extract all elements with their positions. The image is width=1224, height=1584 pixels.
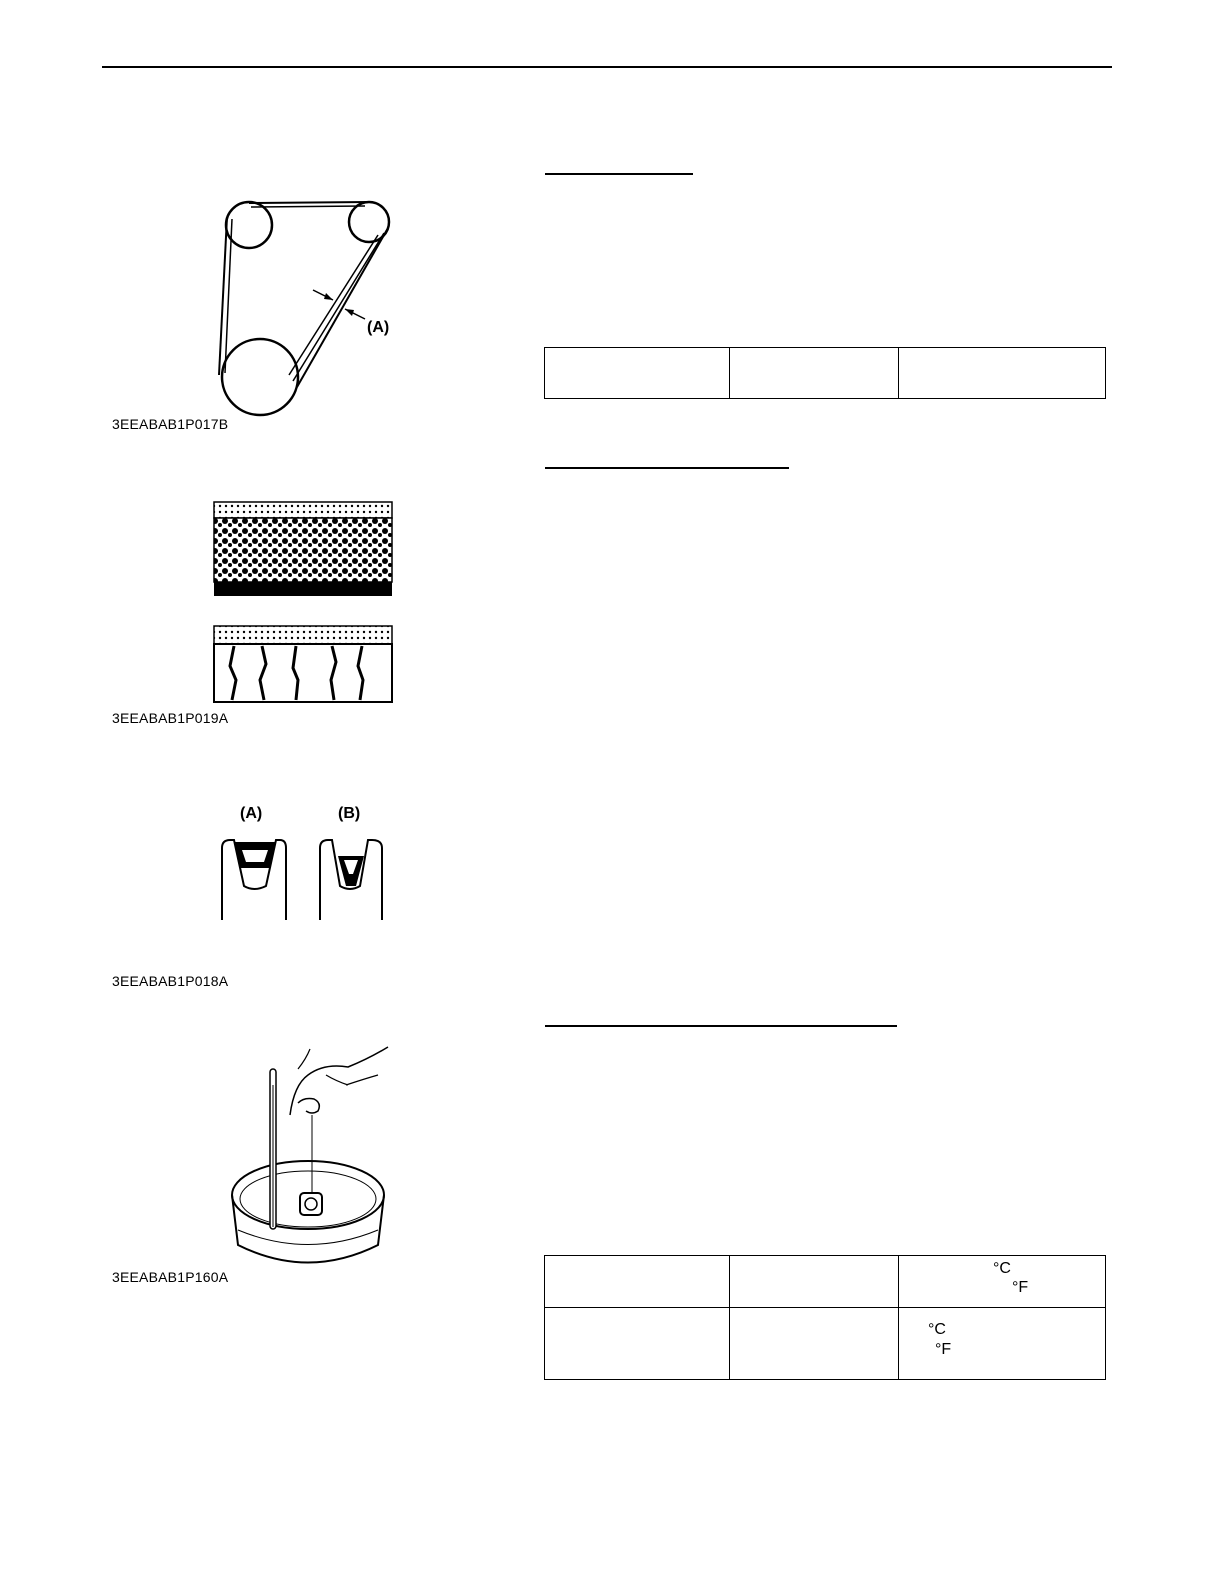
worn-belt-cover [214, 502, 392, 518]
table-cell [545, 1256, 730, 1308]
thermostat-test-figure [228, 1045, 393, 1270]
caption-belt-damage: 3EEABAB1P019A [112, 710, 229, 726]
table-row [545, 348, 1106, 399]
label-a: (A) [367, 319, 390, 336]
cracked-belt-core [214, 644, 392, 702]
unit-celsius: °C [928, 1321, 946, 1338]
spec-table-2 [544, 1255, 1106, 1380]
table-cell [899, 1308, 1106, 1380]
belt-damage-figure [212, 498, 394, 708]
pulley-top-left [226, 202, 272, 248]
label-a: (A) [240, 805, 263, 822]
heading-rule-2 [545, 467, 789, 469]
unit-celsius: °C [993, 1260, 1011, 1277]
table-row [545, 1308, 1106, 1380]
label-b: (B) [338, 805, 361, 822]
belt-fit-figure [218, 800, 388, 925]
table-cell [545, 348, 730, 399]
unit-fahrenheit: °F [1012, 1279, 1029, 1296]
top-rule [102, 66, 1112, 68]
belt-tension-figure [205, 195, 405, 420]
heading-rule-1 [545, 173, 693, 175]
caption-belt-fit: 3EEABAB1P018A [112, 973, 229, 989]
worn-belt-core [214, 518, 392, 582]
worn-belt-base [214, 582, 392, 596]
table-cell [545, 1308, 730, 1380]
pulley-crankshaft [222, 339, 298, 415]
spec-table-1 [544, 347, 1106, 399]
heading-rule-3 [545, 1025, 897, 1027]
table-cell [730, 348, 899, 399]
caption-belt-tension: 3EEABAB1P017B [112, 416, 229, 432]
unit-fahrenheit: °F [935, 1341, 952, 1358]
cracked-belt-cover [214, 626, 392, 644]
table-cell [730, 1308, 899, 1380]
thermostat [300, 1193, 322, 1215]
table-cell [899, 348, 1106, 399]
table-cell [730, 1256, 899, 1308]
caption-thermostat-test: 3EEABAB1P160A [112, 1269, 229, 1285]
